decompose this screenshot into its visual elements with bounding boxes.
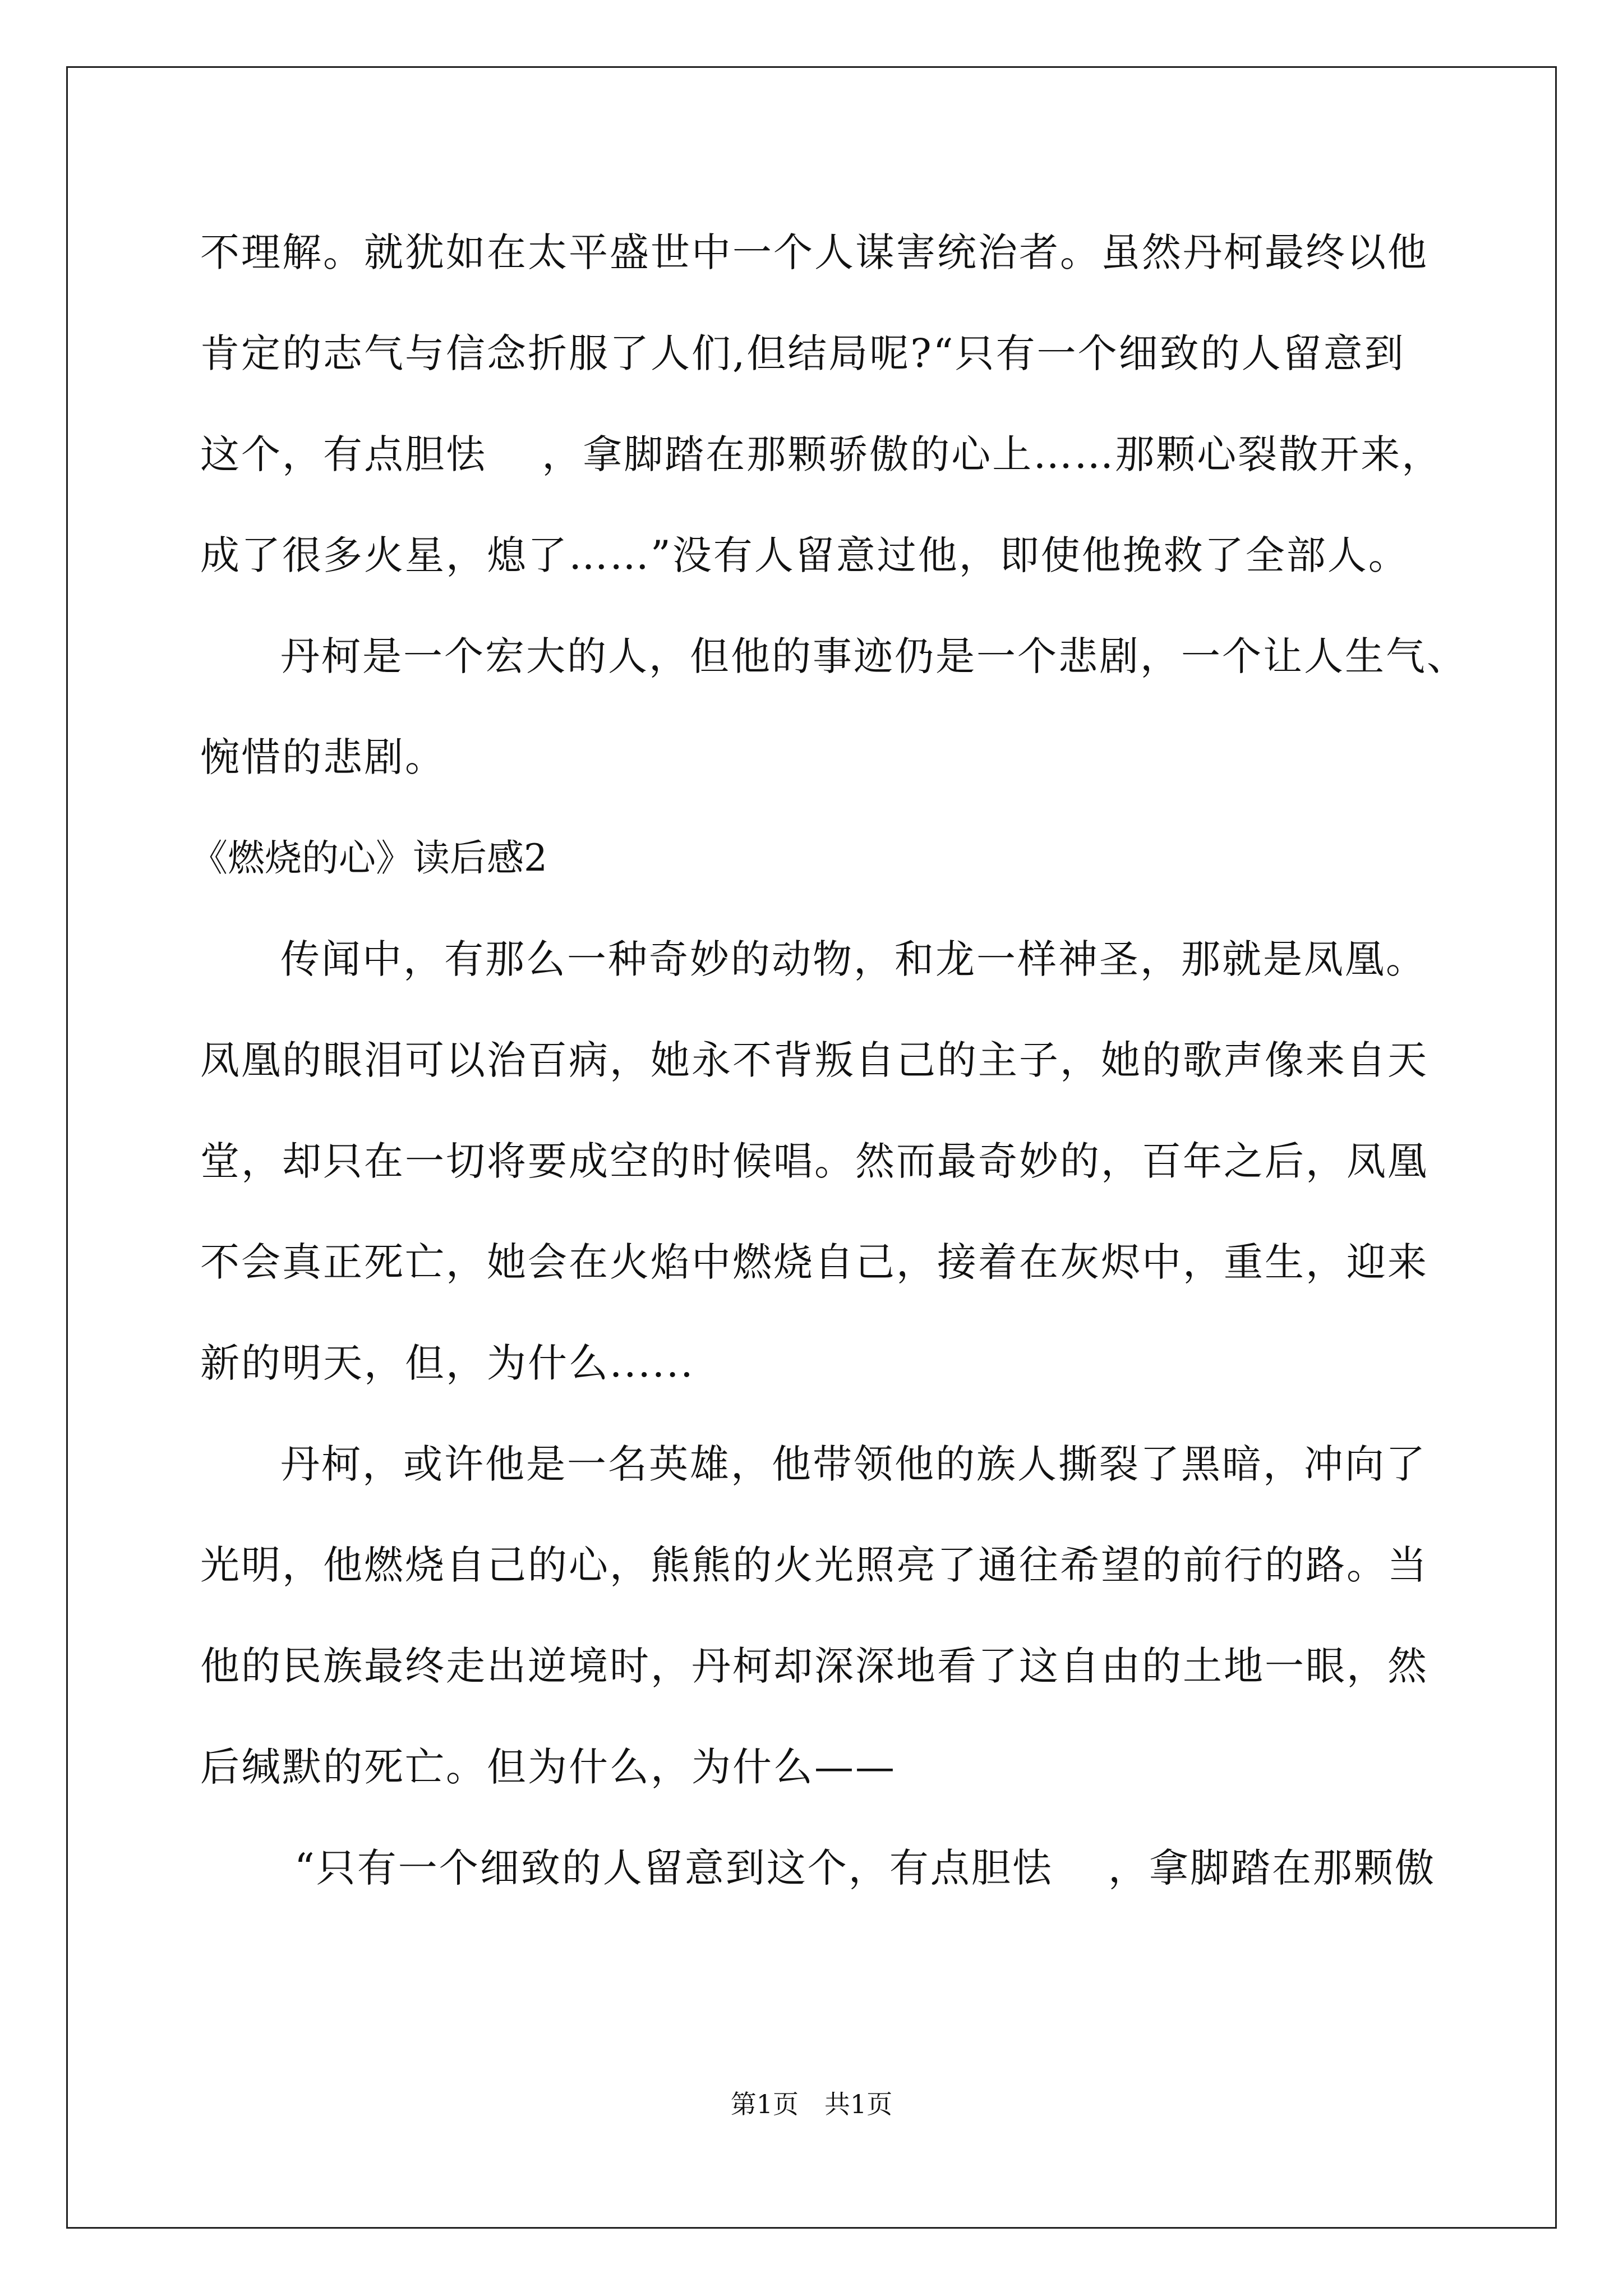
paragraph-start: 传闻中，有那么一种奇妙的动物，和龙一样神圣，那就是凤凰。 (280, 936, 1427, 982)
paragraph-start: 丹柯是一个宏大的人，但他的事迹仍是一个悲剧，一个让人生气、 (280, 633, 1468, 679)
text-line: 后缄默的死亡。但为什么，为什么—— (200, 1744, 896, 1790)
paragraph-start: “只有一个细致的人留意到这个，有点胆怯 ，拿脚踏在那颗傲 (294, 1845, 1436, 1891)
paragraph-start: 丹柯，或许他是一名英雄，他带领他的族人撕裂了黑暗，冲向了 (280, 1441, 1427, 1487)
page-footer: 第1页 共1页 (730, 2089, 893, 2119)
text-line: 新的明天，但，为什么...... (200, 1340, 695, 1386)
text-line: 肯定的志气与信念折服了人们,但结局呢?“只有一个细致的人留意到 (200, 330, 1405, 376)
text-line: 不理解。就犹如在太平盛世中一个人谋害统治者。虽然丹柯最终以他 (200, 229, 1428, 275)
text-line: 凤凰的眼泪可以治百病，她永不背叛自己的主子，她的歌声像来自天 (200, 1037, 1428, 1083)
text-line: 这个，有点胆怯 ，拿脚踏在那颗骄傲的心上……那颗心裂散开来， (200, 431, 1443, 477)
text-line: 惋惜的悲剧。 (200, 734, 446, 780)
text-line: 光明，他燃烧自己的心，熊熊的火光照亮了通往希望的前行的路。当 (200, 1542, 1428, 1588)
text-line: 不会真正死亡，她会在火焰中燃烧自己，接着在灰烬中，重生，迎来 (200, 1239, 1428, 1285)
section-heading: 《燃烧的心》读后感2 (191, 836, 547, 880)
text-line: 他的民族最终走出逆境时，丹柯却深深地看了这自由的土地一眼，然 (200, 1643, 1428, 1689)
text-line: 堂，却只在一切将要成空的时候唱。然而最奇妙的，百年之后，凤凰 (200, 1138, 1428, 1184)
text-line: 成了很多火星，熄了……”没有人留意过他，即使他挽救了全部人。 (200, 532, 1409, 578)
